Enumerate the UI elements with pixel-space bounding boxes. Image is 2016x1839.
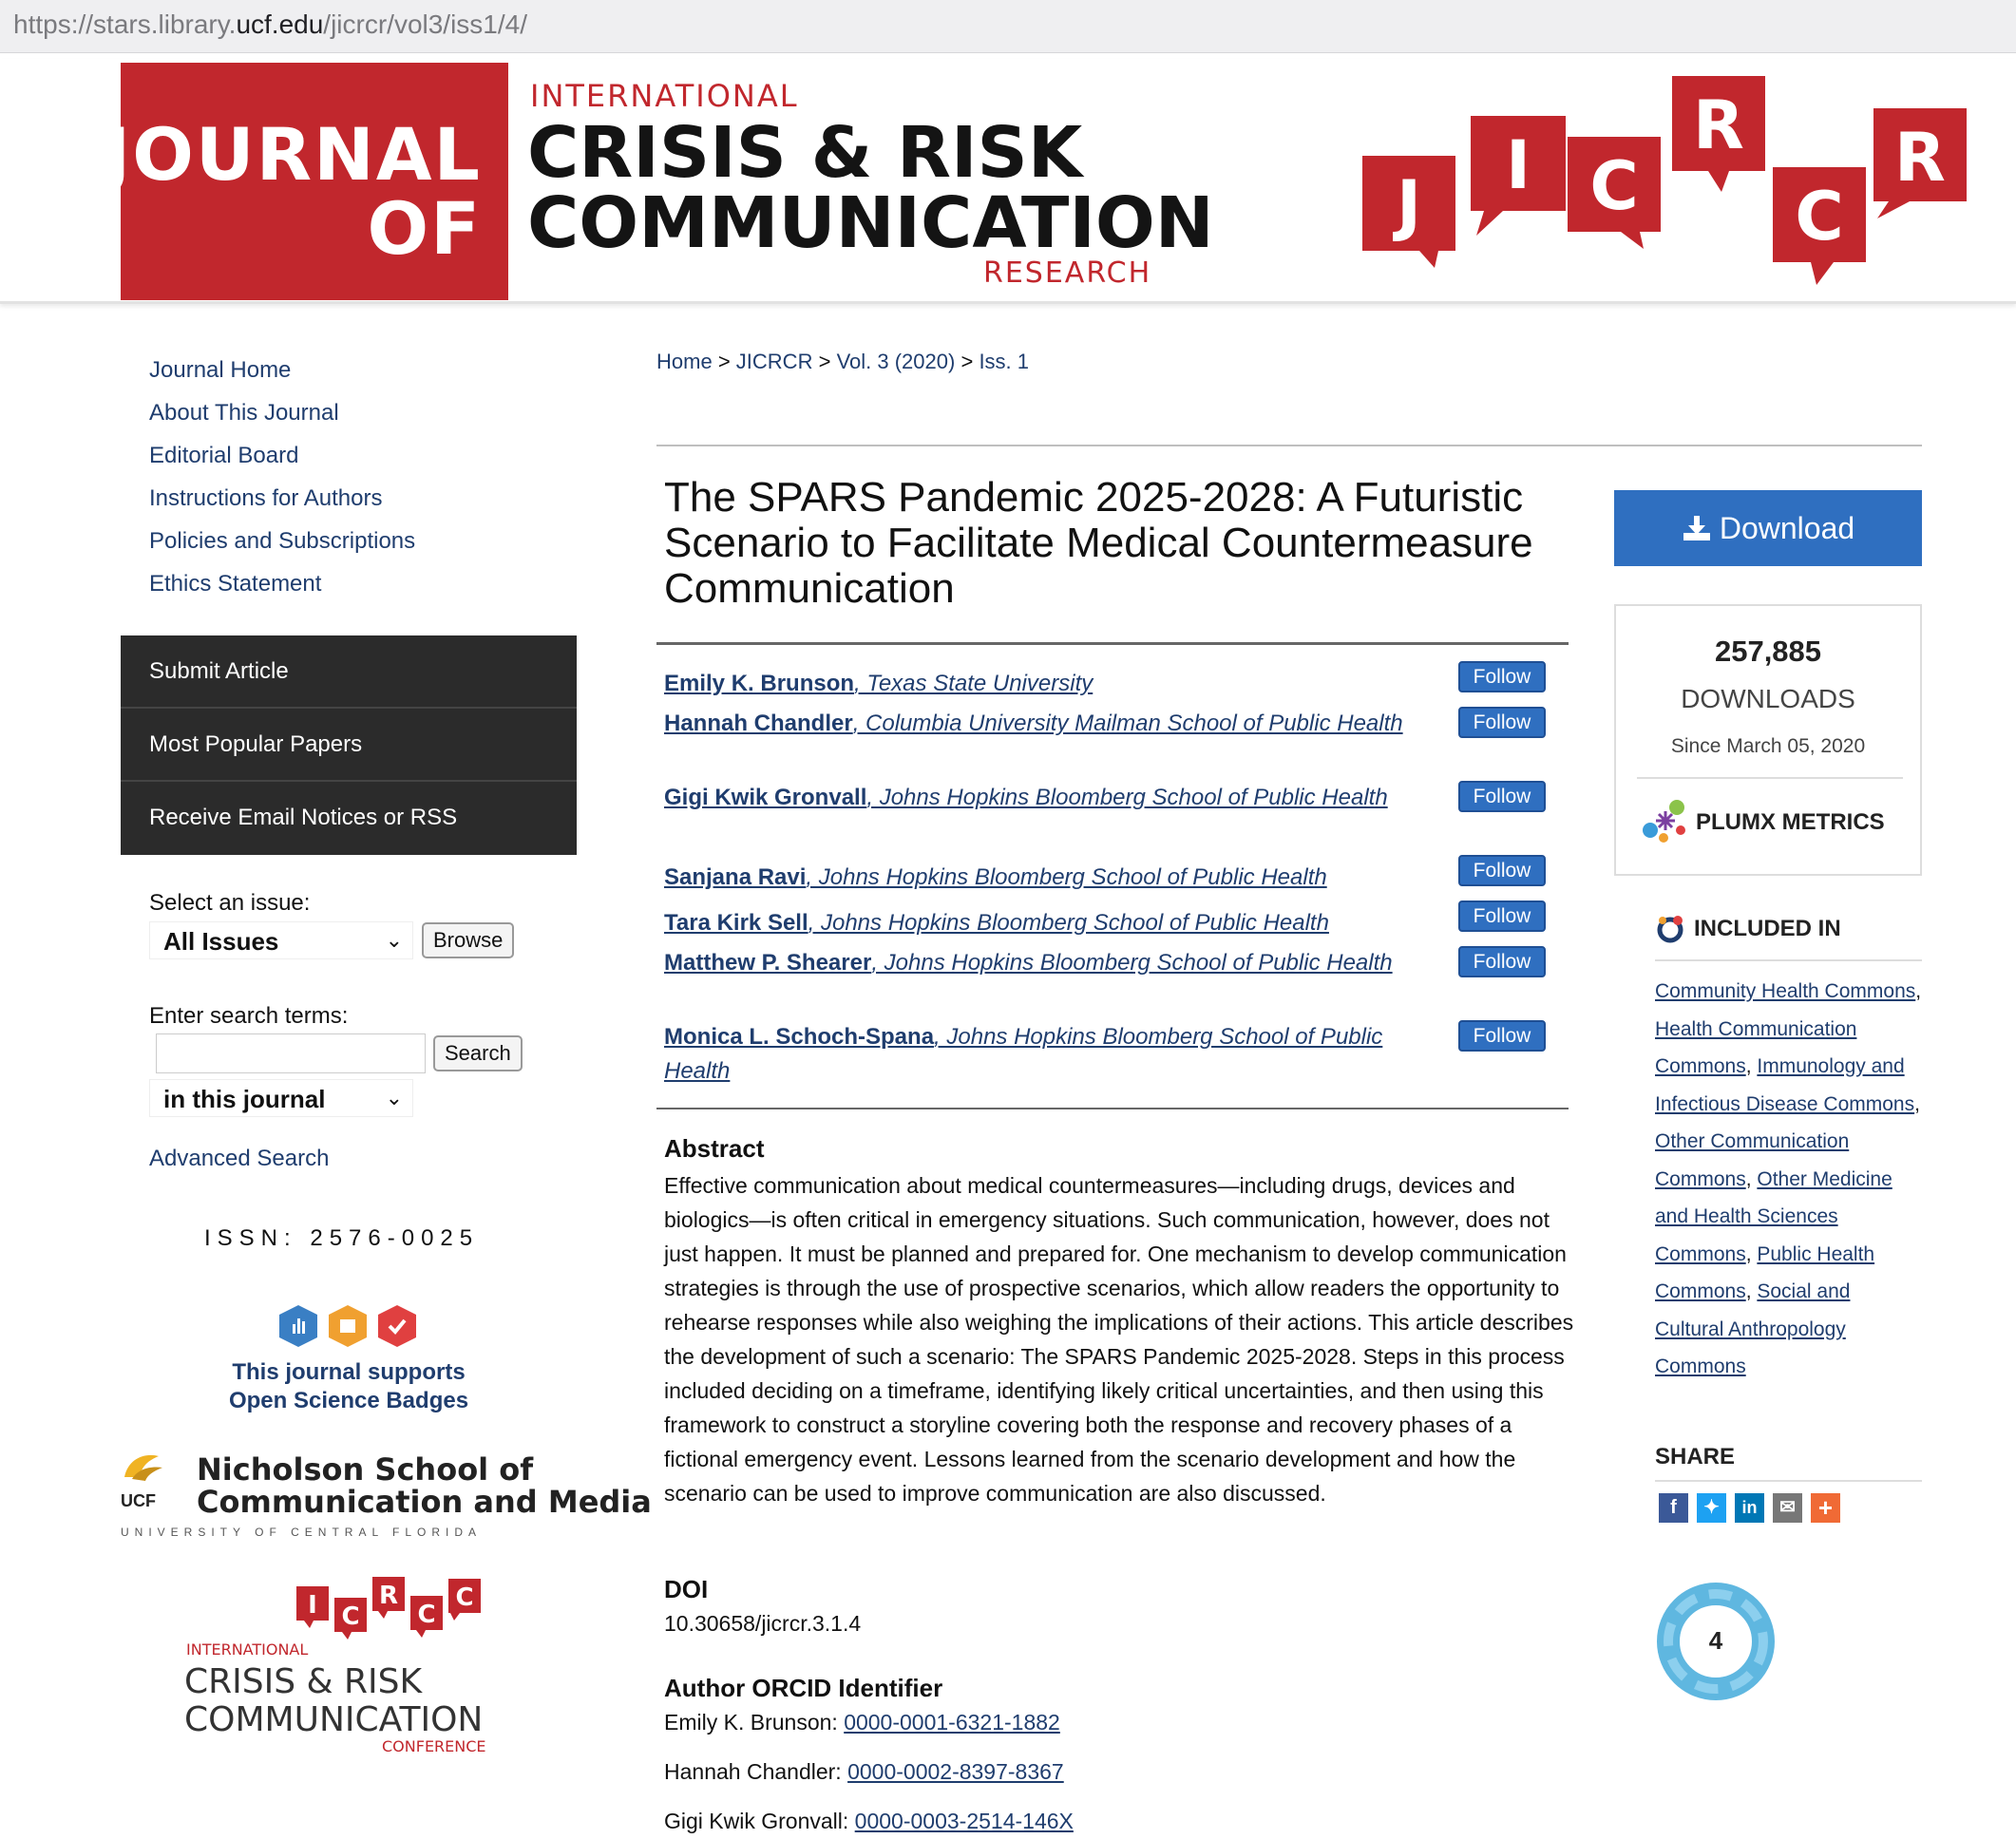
svg-text:I: I	[308, 1591, 317, 1620]
orcid-item: Hannah Chandler: 0000-0002-8397-8367	[664, 1759, 1064, 1784]
doi-value: 10.30658/jicrcr.3.1.4	[664, 1611, 862, 1636]
breadcrumb-volume[interactable]: Vol. 3 (2020)	[836, 350, 956, 373]
commons-link[interactable]: Social and Cultural Anthropology Commons	[1655, 1280, 1851, 1377]
twitter-icon[interactable]: ✦	[1697, 1493, 1726, 1523]
search-label: Enter search terms:	[149, 1003, 349, 1029]
download-button[interactable]: Download	[1614, 490, 1922, 566]
download-stats	[1614, 604, 1922, 876]
search-scope-select[interactable]	[149, 1079, 413, 1117]
breadcrumb-journal[interactable]: JICRCR	[735, 350, 813, 373]
linkedin-icon[interactable]: in	[1735, 1493, 1764, 1523]
commons-link[interactable]: Public Health Commons	[1655, 1242, 1875, 1302]
select-issue-label: Select an issue:	[149, 890, 311, 916]
issn: ISSN: 2576-0025	[204, 1225, 480, 1251]
orcid-link[interactable]: 0000-0003-2514-146X	[854, 1809, 1074, 1833]
advanced-search-link[interactable]: Advanced Search	[149, 1146, 330, 1171]
commons-link[interactable]: Community Health Commons	[1655, 980, 1916, 1002]
conf-crisis-risk: CRISIS & RISK	[184, 1662, 423, 1701]
facebook-icon[interactable]: f	[1659, 1493, 1688, 1523]
logo-letter-j: J	[1396, 166, 1422, 244]
included-in-icon	[1655, 914, 1685, 944]
orcid-item: Gigi Kwik Gronvall: 0000-0003-2514-146X	[664, 1809, 1074, 1833]
author-item[interactable]: Matthew P. Shearer, Johns Hopkins Bloomberg School of Public Health	[664, 950, 1393, 976]
follow-button[interactable]: Follow	[1458, 661, 1546, 692]
nav-editorial-board[interactable]: Editorial Board	[149, 443, 299, 468]
divider	[1637, 777, 1903, 779]
banner-word-of: OF	[367, 186, 482, 271]
ucf-pegasus-icon	[121, 1449, 168, 1490]
popular-papers-link[interactable]: Most Popular Papers	[121, 709, 577, 782]
commons-link[interactable]: Other Communication Commons	[1655, 1130, 1850, 1190]
share-heading: SHARE	[1655, 1444, 1736, 1469]
breadcrumb-issue[interactable]: Iss. 1	[979, 350, 1030, 373]
url-text[interactable]: https://stars.library.ucf.edu/jicrcr/vol3/iss1/4/	[13, 9, 528, 39]
school-name-line1: Nicholson School of	[197, 1451, 534, 1488]
divider	[1655, 959, 1922, 961]
icrcc-conference-logo[interactable]	[181, 1567, 504, 1757]
logo-letter-c: C	[1589, 147, 1639, 225]
banner-communication: COMMUNICATION	[527, 182, 1214, 264]
page-title: The SPARS Pandemic 2025-2028: A Futuristic Scenario to Facilitate Medical Countermeasure Communication	[664, 474, 1533, 612]
commons-link[interactable]: Immunology and Infectious Disease Commons	[1655, 1055, 1915, 1115]
nav-instructions-authors[interactable]: Instructions for Authors	[149, 485, 383, 511]
jicrcr-logo	[1359, 74, 1976, 302]
logo-letter-c2: C	[1795, 178, 1844, 256]
search-scope-value: in this journal	[163, 1085, 326, 1113]
divider	[656, 642, 1569, 645]
orcid-link[interactable]: 0000-0002-8397-8367	[847, 1759, 1064, 1784]
logo-letter-i: I	[1505, 126, 1531, 204]
svg-text:C: C	[455, 1583, 474, 1612]
abstract-text: Effective communication about medical countermeasures—including drugs, devices and biologics—is often critical in emergency situations. Such communication, however, does not just happen. It must be planned and prepared for. One mechanism to develop communication strategies is through the use of prospective scenarios, which allow readers the opportunity to rehearse responses while also weighing the implications of their actions. This article describes the development of such a scenario: The SPARS Pandemic 2025-2028. Steps in this process included deciding on a timeframe, identifying likely critical uncertainties, and then using this framework to construct a storyline covering both the response and recovery phases of a fictional emergency event. Lessons learned from the scenario development and how the scenario can be used to improve communication are also discussed.	[664, 1173, 1574, 1506]
open-science-badges-text[interactable]: This journal supports Open Science Badges	[228, 1359, 469, 1413]
search-button[interactable]: Search	[433, 1035, 523, 1071]
ucf-subtitle: UNIVERSITY OF CENTRAL FLORIDA	[121, 1526, 483, 1539]
svg-text:C: C	[417, 1601, 436, 1629]
divider	[656, 1108, 1569, 1109]
abstract-heading: Abstract	[664, 1134, 765, 1163]
author-item[interactable]: Gigi Kwik Gronvall, Johns Hopkins Bloomberg School of Public Health	[664, 785, 1388, 810]
conf-communication: COMMUNICATION	[184, 1700, 484, 1739]
browser-url-bar[interactable]	[0, 0, 2016, 53]
submit-article-link[interactable]: Submit Article	[121, 635, 577, 709]
altmetric-score: 4	[1708, 1626, 1723, 1655]
follow-button[interactable]: Follow	[1458, 901, 1546, 932]
plumx-icon[interactable]	[1639, 796, 1692, 847]
plumx-metrics-link[interactable]: PLUMX METRICS	[1696, 809, 1885, 835]
logo-letter-r2: R	[1894, 119, 1946, 197]
nav-ethics[interactable]: Ethics Statement	[149, 571, 322, 597]
journal-of-block	[104, 63, 508, 300]
follow-button[interactable]: Follow	[1458, 946, 1546, 977]
orcid-heading: Author ORCID Identifier	[664, 1674, 943, 1702]
orcid-item: Emily K. Brunson: 0000-0001-6321-1882	[664, 1710, 1060, 1735]
breadcrumb: Home > JICRCR > Vol. 3 (2020) > Iss. 1	[656, 350, 1030, 373]
svg-text:R: R	[378, 1582, 399, 1610]
conf-international: INTERNATIONAL	[186, 1640, 309, 1659]
conf-conference: CONFERENCE	[382, 1737, 486, 1755]
downloads-label: DOWNLOADS	[1681, 684, 1855, 713]
divider	[1655, 1480, 1922, 1482]
follow-button[interactable]: Follow	[1458, 855, 1546, 886]
action-menu	[121, 635, 577, 855]
banner-research: RESEARCH	[983, 256, 1152, 290]
divider	[656, 445, 1922, 446]
chevron-down-icon: ⌄	[385, 928, 403, 952]
nav-journal-home[interactable]: Journal Home	[149, 357, 292, 383]
site-banner	[0, 59, 2016, 304]
author-item[interactable]: Emily K. Brunson, Texas State University	[664, 671, 1094, 696]
banner-crisis-risk: CRISIS & RISK	[527, 112, 1083, 194]
school-name-line2: Communication and Media	[197, 1484, 652, 1520]
nav-policies[interactable]: Policies and Subscriptions	[149, 528, 416, 554]
download-icon	[1682, 514, 1712, 542]
commons-link[interactable]: Other Medicine and Health Sciences Commons	[1655, 1167, 1892, 1265]
follow-button[interactable]: Follow	[1458, 707, 1546, 738]
banner-word-journal: JOURNAL	[104, 112, 482, 197]
issue-select[interactable]	[149, 921, 413, 959]
follow-button[interactable]: Follow	[1458, 781, 1546, 812]
browse-button[interactable]: Browse	[422, 922, 514, 958]
chevron-down-icon: ⌄	[385, 1086, 403, 1109]
author-item[interactable]: Tara Kirk Sell, Johns Hopkins Bloomberg School of Public Health	[664, 910, 1329, 936]
author-item[interactable]: Hannah Chandler, Columbia University Mailman School of Public Health	[664, 711, 1403, 736]
logo-letter-r: R	[1693, 86, 1744, 164]
included-in-heading: INCLUDED IN	[1694, 916, 1841, 941]
downloads-count: 257,885	[1714, 635, 1822, 668]
follow-button[interactable]: Follow	[1458, 1020, 1546, 1052]
nav-about-journal[interactable]: About This Journal	[149, 400, 339, 426]
email-rss-link[interactable]: Receive Email Notices or RSS	[121, 782, 577, 855]
banner-international: INTERNATIONAL	[530, 78, 799, 114]
search-input[interactable]	[156, 1033, 426, 1073]
doi-heading: DOI	[664, 1575, 709, 1603]
journal-nav	[149, 357, 415, 614]
add-icon[interactable]: +	[1811, 1493, 1840, 1523]
open-science-badges-icon[interactable]	[276, 1303, 418, 1351]
email-icon[interactable]: ✉	[1773, 1493, 1802, 1523]
orcid-link[interactable]: 0000-0001-6321-1882	[844, 1710, 1060, 1735]
ucf-abbr: UCF	[121, 1491, 156, 1510]
issue-select-value: All Issues	[163, 927, 279, 956]
downloads-since: Since March 05, 2020	[1670, 735, 1866, 757]
svg-text:C: C	[341, 1602, 360, 1631]
breadcrumb-home[interactable]: Home	[656, 350, 713, 373]
included-in-list: Community Health Commons, Health Communication Commons, Immunology and Infectious Disease Commons, Other Communication Commons, Other Medicine and Health Sciences Commons, Public Health Commons, Social and Cultural Anthropology Commons	[1655, 980, 1922, 1377]
author-item[interactable]: Monica L. Schoch-Spana, Johns Hopkins Bloomberg School of Public Health	[664, 1024, 1383, 1084]
commons-link[interactable]: Health Communication Commons	[1655, 1017, 1857, 1077]
author-item[interactable]: Sanjana Ravi, Johns Hopkins Bloomberg School of Public Health	[664, 864, 1327, 890]
